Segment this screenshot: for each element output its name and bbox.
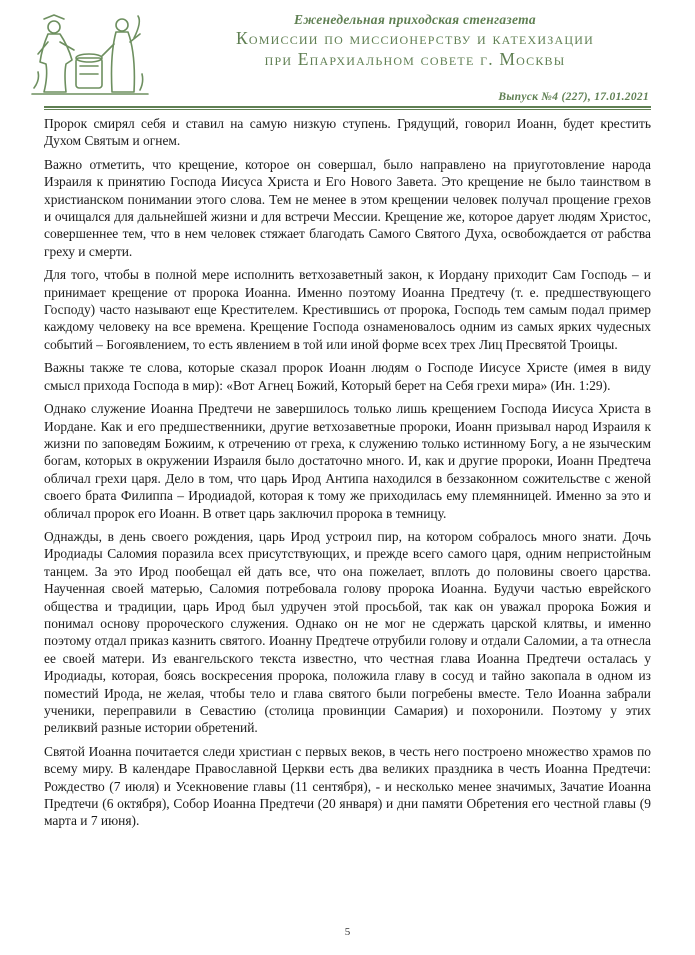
paragraph: Однажды, в день своего рождения, царь Ирод устроил пир, на котором собралось много знати. Дочь Иродиады Саломия поразила всех присутствующих, и прежде всего самого царя, одним непристойным танцем. За это Ирод пообещал ей дать все, что она пожелает, вплоть до половины своего царства. Наученная своей матерью, Саломия потребовала голову пророка Иоанна. Будучи частью еврейского общества и традиции, царь Ирод был удручен этой просьбой, так как он уважал пророка Божия и понимал основу пророческого служения. Однако он не мог не сдержать царской клятвы, и именно поэтому отдал приказ казнить святого. Иоанну Предтече отрубили голову и отдали Саломии, а та отнесла ее своей матери. Из евангельского текста известно, что честная глава Иоанна Предтечи осталась у Иродиады, которая, боясь воскресения пророка, положила главу в сосуд и тайно закопала в одном из поместий Ирода, не желая, чтобы тело и глава святого были погребены вместе. Тело Иоанна забрали ученики, переправили в Севастию (столица провинции Самария) и похоронили. Поэтому у этих реликвий разные истории обретений. xyxy=(44,528,651,736)
icon-logo xyxy=(30,14,150,98)
paragraph: Святой Иоанна почитается следи христиан с первых веков, в честь него построено множество храмов по всему миру. В календаре Православной Церкви есть два великих праздника в честь Иоанна Предтечи: Рождество (7 июля) и Усекновение главы (11 сентября), - и несколько менее значимых, Зачатие Иоанна Предтечи (6 октября), Собор Иоанна Предтечи (20 января) и дни памяти Обретения его честной главы (9 марта и 7 июня). xyxy=(44,743,651,829)
page-header xyxy=(0,0,695,110)
header-line3: при Епархиальном совете г. Москвы xyxy=(264,49,566,69)
header-divider-thin xyxy=(44,109,651,110)
paragraph: Важны также те слова, которые сказал пророк Иоанн людям о Господе Иисусе Христе (имея в виду смысл прихода Господа в мир): «Вот Агнец Божий, Который берет на Себя грехи мира» (Ин. 1:29). xyxy=(44,360,651,393)
header-line1: Еженедельная приходская стенгазета xyxy=(294,12,536,27)
paragraph: Однако служение Иоанна Предтечи не завершилось только лишь крещением Господа Иисуса Христа в Иордане. Как и его предшественники, другие ветхозаветные пророки, Иоанн призывал народ Израиля к жизни по заповедям Божиим, к отречению от греха, к служению только истинному Богу, а не языческим богам, которых в окружении Израиля было достаточно много. И, как и другие пророки, Иоанн Предтеча обличал грехи царя. Дело в том, что царь Ирод Антипа находился в беззаконном сожительстве с женой своего брата Филиппа – Иродиадой, которая к тому же приходилась ему племянницей. Именно за это и обличал пророк его Иоанн. В ответ царь заключил пророка в темницу. xyxy=(44,401,651,521)
page-number: 5 xyxy=(344,926,351,938)
header-titles xyxy=(160,6,670,70)
issue-number: Выпуск №4 (227), 17.01.2021 xyxy=(498,91,649,103)
article-body xyxy=(44,115,651,836)
paragraph: Для того, чтобы в полной мере исполнить ветхозаветный закон, к Иордану приходит Сам Господь – и принимает крещение от пророка Иоанна. Именно поэтому Иоанна Предтечу (т. е. предшествующего Господу) часто называют еще Крестителем. Крестившись от пророка, Господь тем самым подал пример каждому человеку на все времена. Крещение Господа ознаменовалось одним из самых ярких чудесных событий – Богоявлением, то есть явлением в той или иной форме всех трех Лиц Пресвятой Троицы. xyxy=(44,267,651,352)
paragraph: Пророк смирял себя и ставил на самую низкую ступень. Грядущий, говорил Иоанн, будет крестить Духом Святым и огнем. xyxy=(44,116,651,149)
paragraph: Важно отметить, что крещение, которое он совершал, было направлено на приуготовление народа Израиля к принятию Господа Иисуса Христа и Его Нового Завета. Это крещение не было таинством в христианском понимании этого слова. Тем не менее в этом крещении человек получал прощение грехов и очищался для дальнейшей жизни и для встречи Мессии. Крещение же, которое дарует людям Христос, совершеннее тем, что в нем человек стяжает благодать Самого Святого Духа, освобождается от рабства греху и смерти. xyxy=(44,156,651,259)
header-line2: Комиссии по миссионерству и катехизации xyxy=(236,28,594,48)
header-divider xyxy=(44,106,651,108)
